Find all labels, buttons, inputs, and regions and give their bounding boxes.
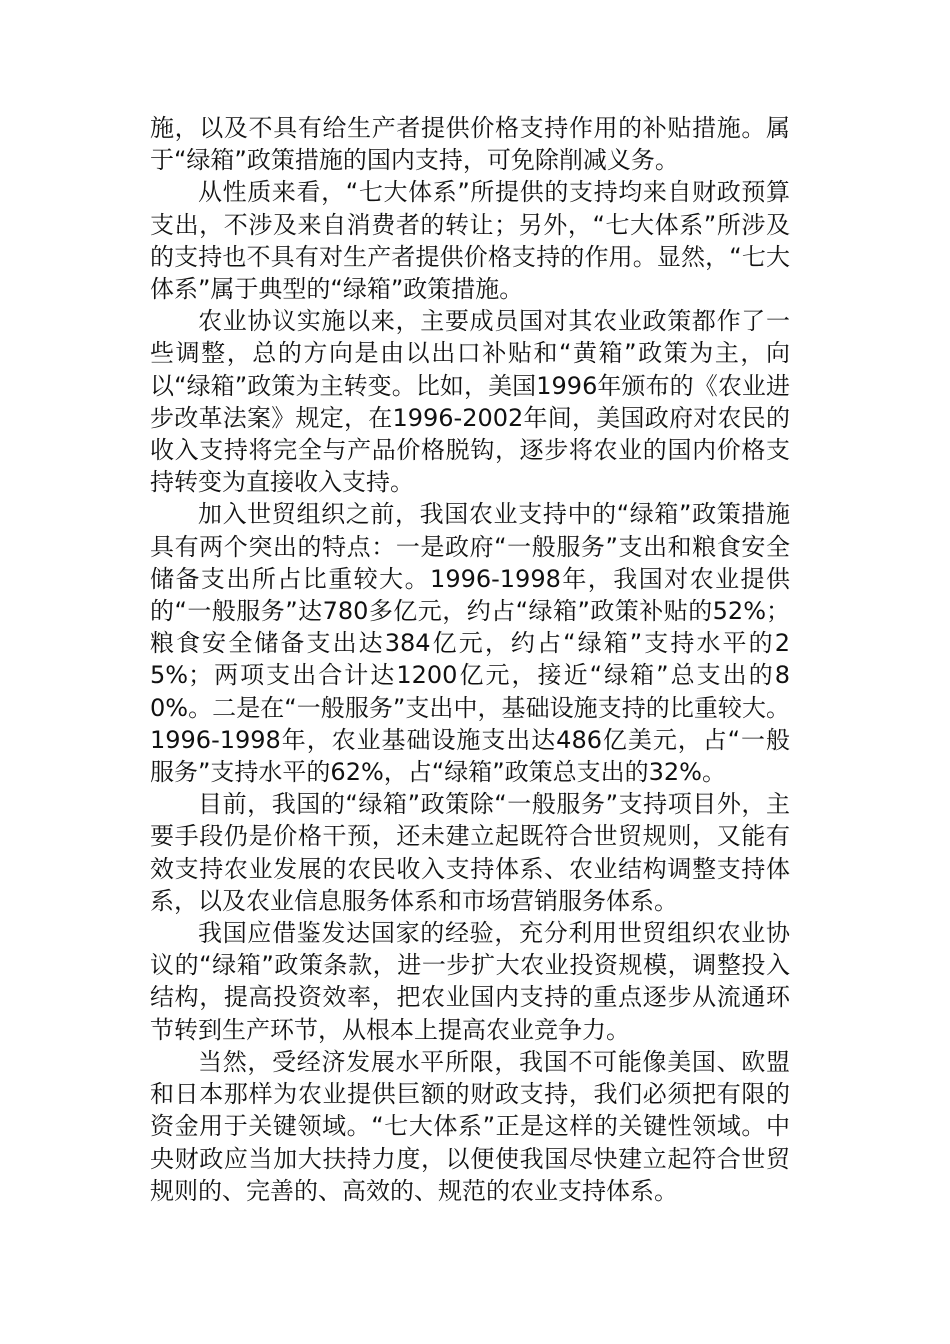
paragraph-current-status: 目前，我国的“绿箱”政策除“一般服务”支持项目外，主要手段仍是价格干预，还未建立起既符合世贸规则，又能有效支持农业发展的农民收入支持体系、农业结构调整支持体系，以及农业信息服务体系和市场营销服务体系。 [150, 790, 790, 915]
paragraph-continuation: 施，以及不具有给生产者提供价格支持作用的补贴措施。属于“绿箱”政策措施的国内支持，可免除削减义务。 [150, 114, 790, 175]
paragraph-green-box-features: 加入世贸组织之前，我国农业支持中的“绿箱”政策措施具有两个突出的特点：一是政府“一般服务”支出和粮食安全储备支出所占比重较大。1996-1998年，我国对农业提供的“一般服务”达780多亿元，约占“绿箱”政策补贴的52%；粮食安全储备支出达384亿元，约占“绿箱”支持水平的25%；两项支出合计达1200亿元，接近“绿箱”总支出的80%。二是在“一般服务”支出中，基础设施支持的比重较大。1996-1998年，农业基础设施支出达486亿美元，占“一般服务”支持水平的62%，占“绿箱”政策总支出的32%。 [150, 500, 790, 787]
paragraph-recommendation: 我国应借鉴发达国家的经验，充分利用世贸组织农业协议的“绿箱”政策条款，进一步扩大农业投资规模，调整投入结构，提高投资效率，把农业国内支持的重点逐步从流通环节转到生产环节，从根本上提高农业竞争力。 [150, 919, 790, 1044]
paragraph-seven-systems-nature: 从性质来看，“七大体系”所提供的支持均来自财政预算支出，不涉及来自消费者的转让；另外，“七大体系”所涉及的支持也不具有对生产者提供价格支持的作用。显然，“七大体系”属于典型的“绿箱”政策措施。 [150, 178, 790, 304]
document-body [150, 112, 790, 1207]
paragraph-conclusion: 当然，受经济发展水平所限，我国不可能像美国、欧盟和日本那样为农业提供巨额的财政支持，我们必须把有限的资金用于关键领域。“七大体系”正是这样的关键性领域。中央财政应当加大扶持力度，以便使我国尽快建立起符合世贸规则的、完善的、高效的、规范的农业支持体系。 [150, 1047, 790, 1205]
paragraph-policy-adjustments: 农业协议实施以来，主要成员国对其农业政策都作了一些调整，总的方向是由以出口补贴和“黄箱”政策为主，向以“绿箱”政策为主转变。比如，美国1996年颁布的《农业进步改革法案》规定，在1996-2002年间，美国政府对农民的收入支持将完全与产品价格脱钩，逐步将农业的国内价格支持转变为直接收入支持。 [150, 307, 790, 497]
